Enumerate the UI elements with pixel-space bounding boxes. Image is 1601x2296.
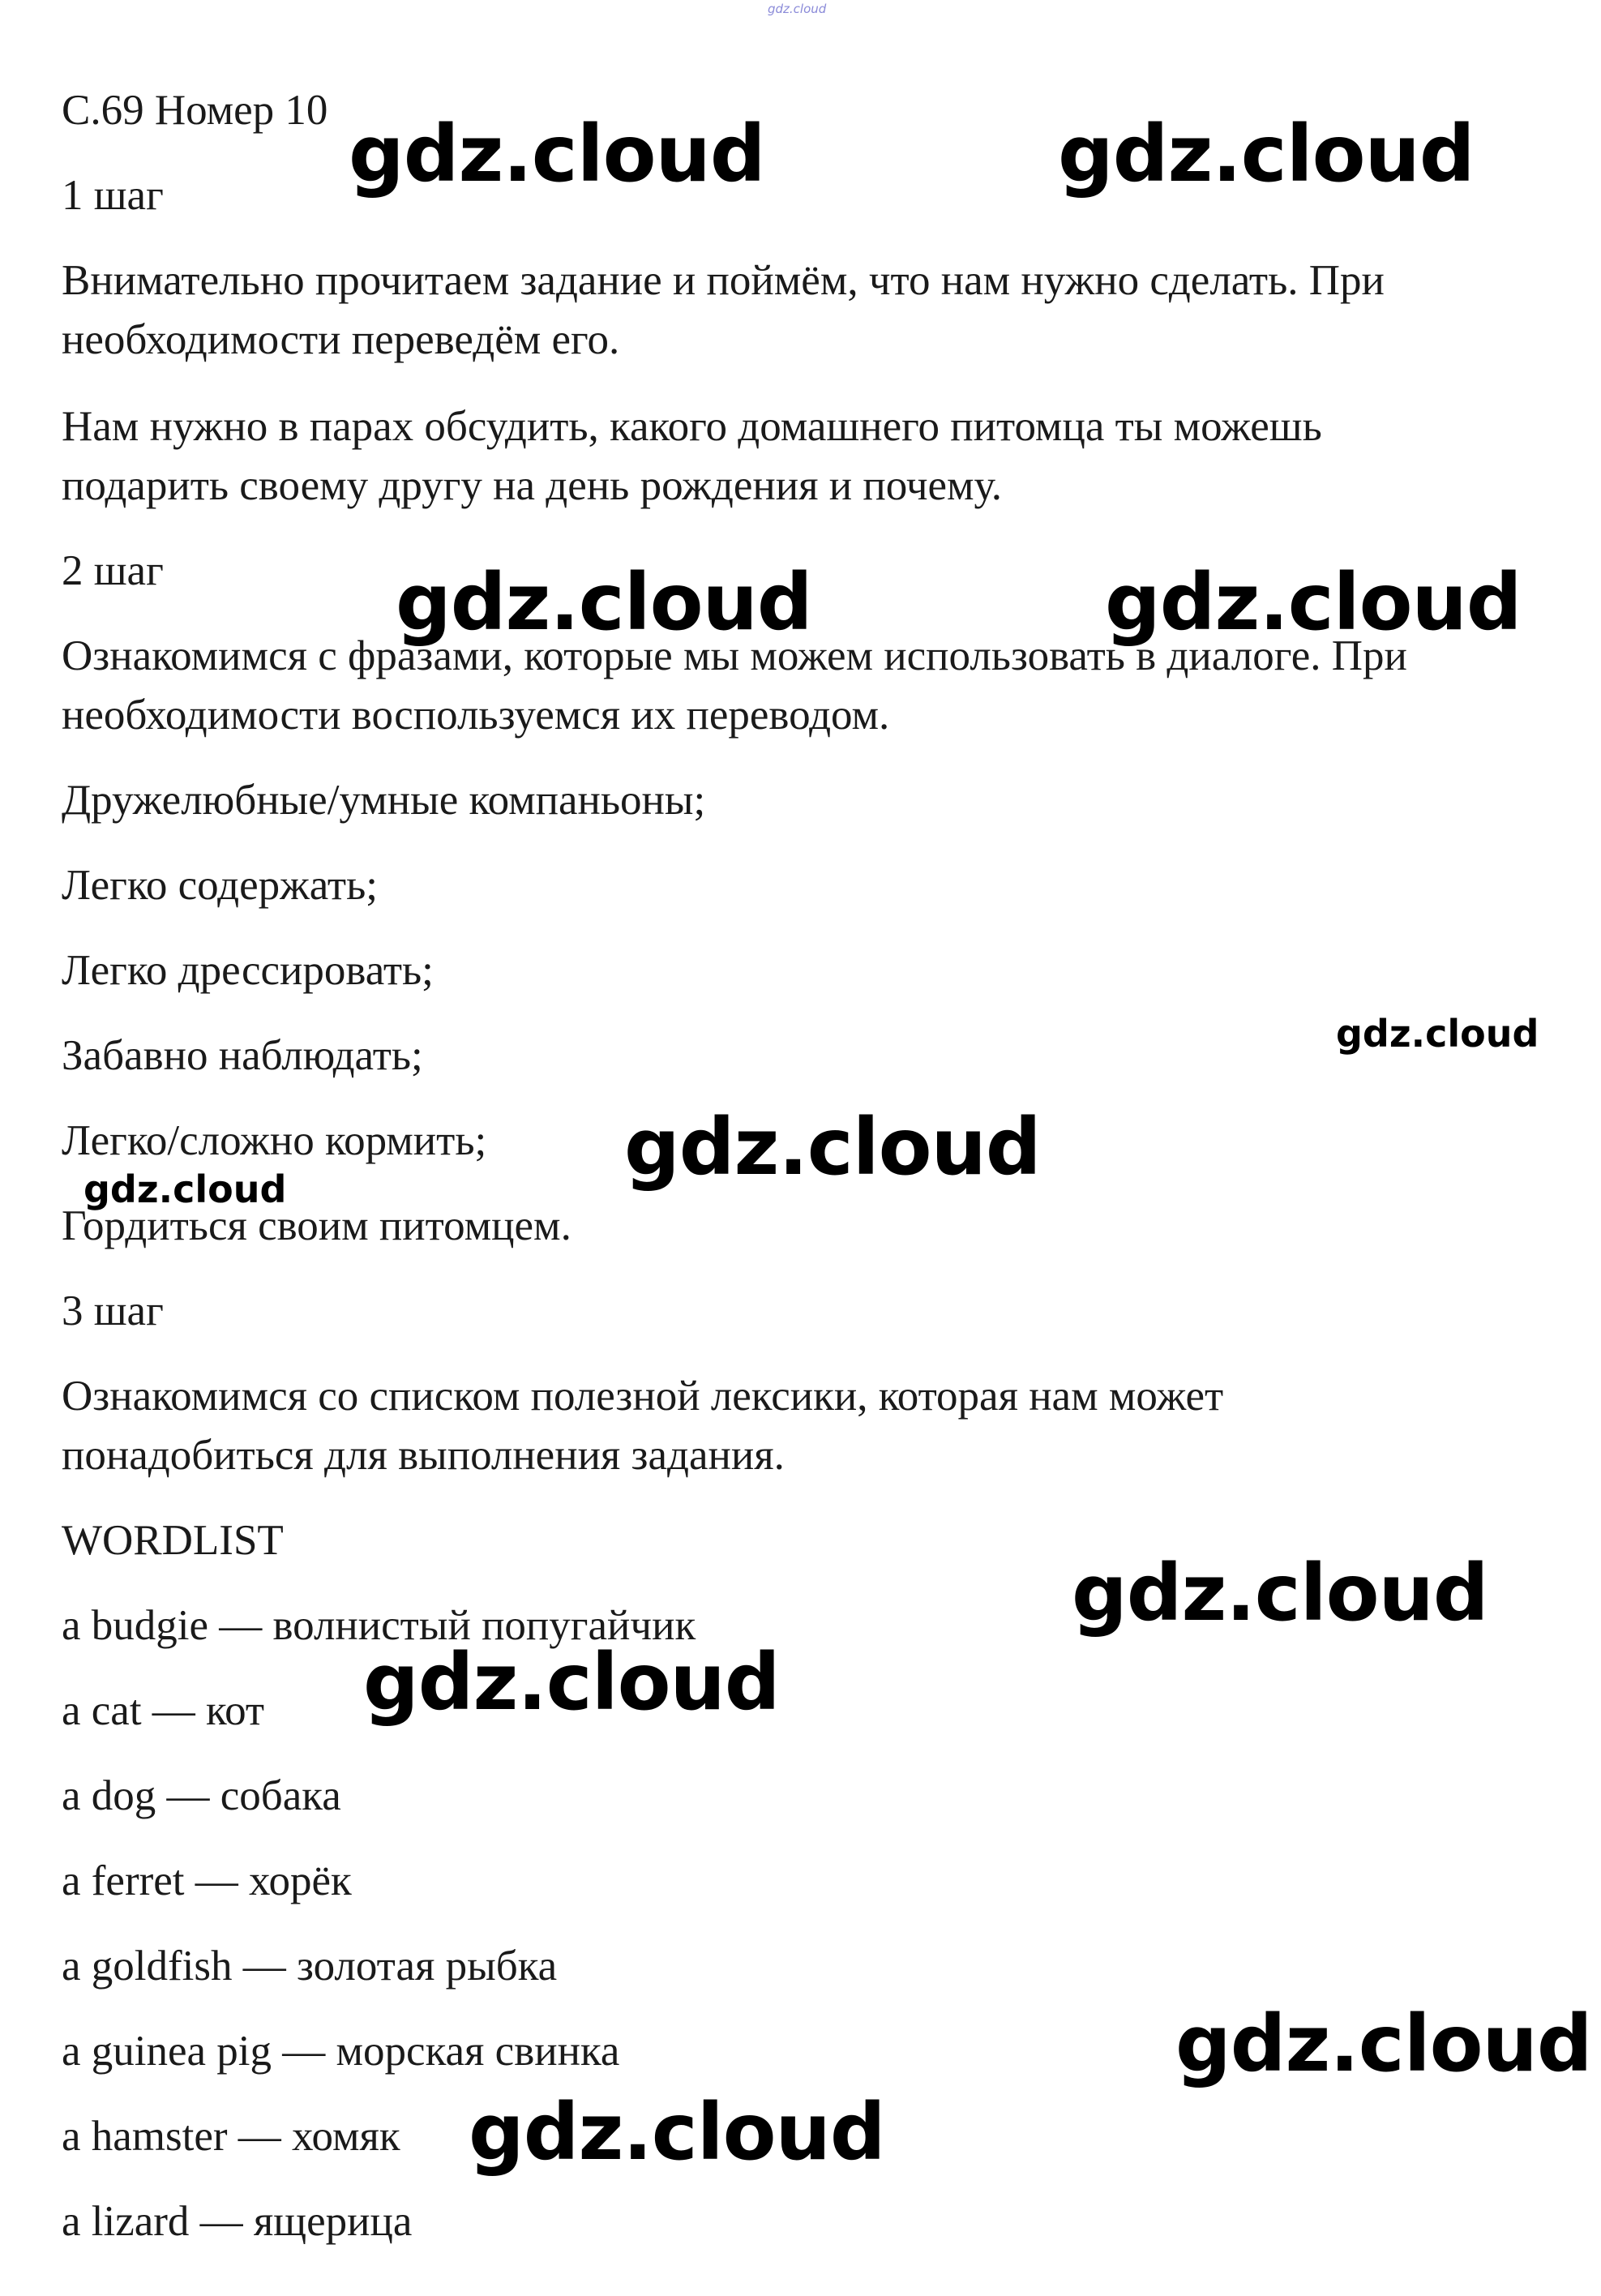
step-1-text-line: Внимательно прочитаем задание и поймём, что нам нужно сделать. При [62,257,1385,304]
step-3-text-line: понадобиться для выполнения задания. [62,1432,785,1479]
phrase-item: Гордиться своим питомцем. [62,1202,571,1249]
wordlist-heading: WORDLIST [62,1517,284,1564]
task-title: С.69 Номер 10 [62,87,328,134]
wordlist-item: a lizard — ящерица [62,2198,413,2245]
step-2-heading: 2 шаг [62,547,164,594]
step-3-heading: 3 шаг [62,1287,164,1334]
wordlist-item: a guinea pig — морская свинка [62,2028,620,2075]
watermark: gdz.cloud [1072,1548,1488,1638]
step-1-text-line: необходимости переведём его. [62,316,620,363]
wordlist-item: a goldfish — золотая рыбка [62,1943,558,1990]
watermark: gdz.cloud [363,1637,780,1728]
watermark: gdz.cloud [469,2087,885,2178]
wordlist-item: a hamster — хомяк [62,2113,400,2160]
watermark: gdz.cloud [349,109,765,199]
step-2-text-line: необходимости воспользуемся их переводом. [62,692,890,739]
step-1-heading: 1 шаг [62,172,164,219]
watermark: gdz.cloud [83,1167,287,1211]
phrase-item: Забавно наблюдать; [62,1032,423,1079]
watermark: gdz.cloud [396,557,812,648]
wordlist-item: a budgie — волнистый попугайчик [62,1602,696,1649]
wordlist-item: a cat — кот [62,1687,265,1734]
watermark: gdz.cloud [1175,1998,1592,2089]
watermark: gdz.cloud [1336,1012,1539,1056]
wordlist-item: a ferret — хорёк [62,1857,352,1904]
watermark: gdz.cloud [624,1102,1041,1193]
watermark: gdz.cloud [1058,109,1475,199]
step-1-text-line: подарить своему другу на день рождения и почему. [62,462,1002,509]
step-2-text-line: Ознакомимся с фразами, которые мы можем использовать в диалоге. При [62,632,1407,679]
step-3-text-line: Ознакомимся со списком полезной лексики, которая нам может [62,1373,1224,1420]
phrase-item: Легко/сложно кормить; [62,1117,487,1164]
wordlist-item: a dog — собака [62,1772,341,1819]
phrase-item: Легко содержать; [62,862,378,909]
phrase-item: Дружелюбные/умные компаньоны; [62,777,706,824]
phrase-item: Легко дрессировать; [62,947,434,994]
header-watermark: gdz.cloud [768,2,827,16]
step-1-text-line: Нам нужно в парах обсудить, какого домашнего питомца ты можешь [62,403,1322,450]
watermark: gdz.cloud [1105,557,1522,648]
